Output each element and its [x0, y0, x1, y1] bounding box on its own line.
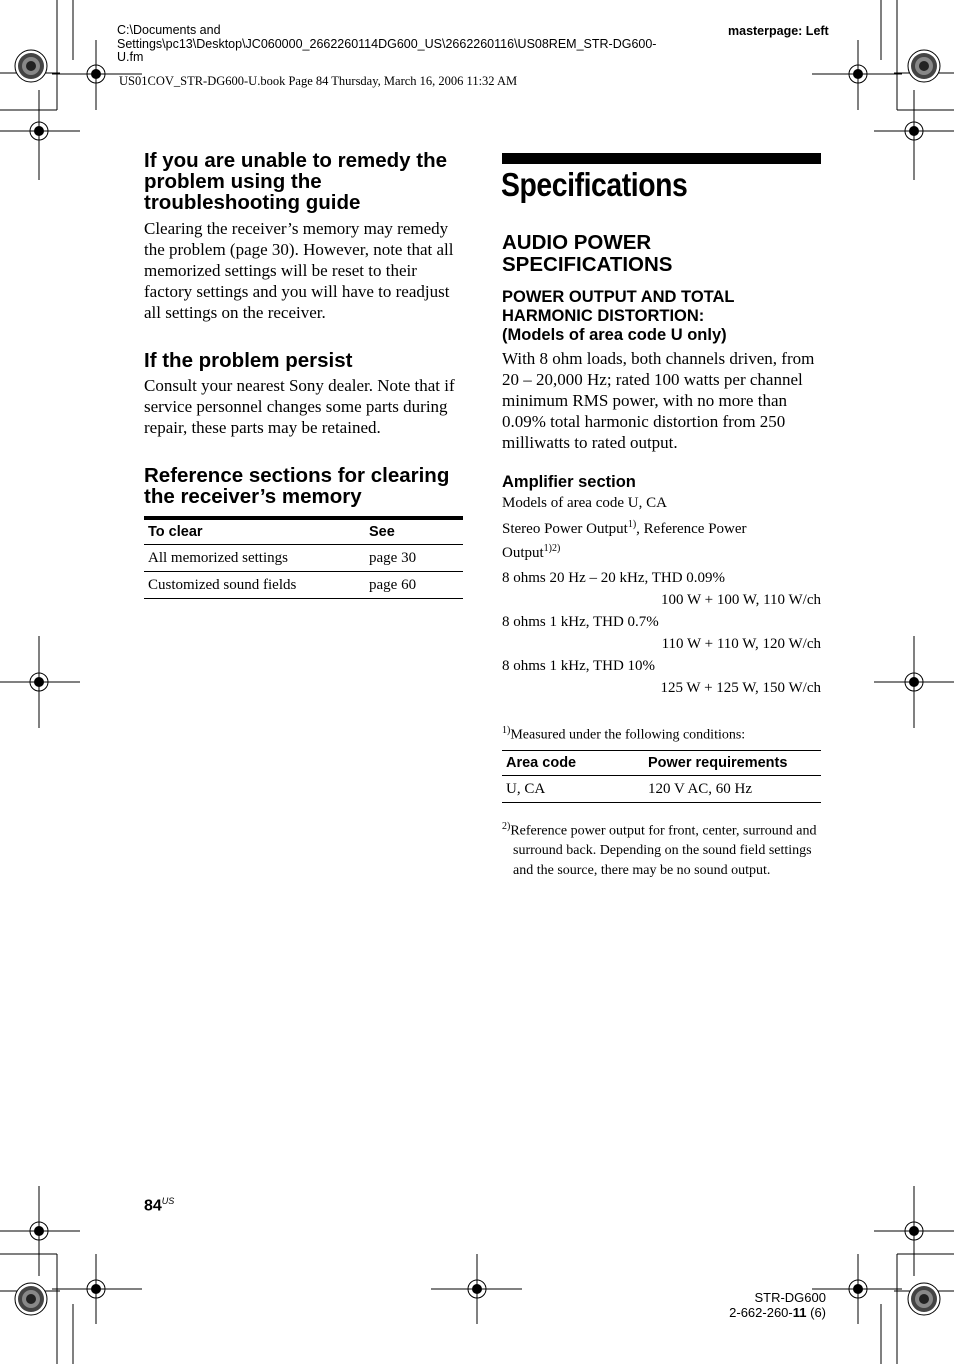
- masterpage-label: masterpage: Left: [728, 24, 829, 38]
- footnote-mark: 2): [502, 821, 511, 833]
- heading-line: POWER OUTPUT AND TOTAL: [502, 288, 735, 306]
- spec-condition: 8 ohms 20 Hz – 20 kHz, THD 0.09%: [502, 570, 726, 586]
- spec-value: 100 W + 100 W, 110 W/ch: [661, 592, 821, 608]
- page-suffix: US: [161, 1196, 175, 1206]
- spec-list: [502, 567, 821, 699]
- table-row: [502, 776, 821, 803]
- spec-value: 110 W + 110 W, 120 W/ch: [661, 636, 821, 652]
- power-output-paragraph: With 8 ohm loads, both channels driven, from 20 – 20,000 Hz; rated 100 watts per channel minimum RMS power, with no more than 0.09% total harmonic distortion from 250 milliwatts to rated output.: [502, 349, 815, 452]
- page-title: Specifications: [501, 166, 688, 203]
- table-row: [144, 572, 463, 599]
- footnote-2: [502, 817, 832, 880]
- footnote-1: [502, 721, 824, 745]
- model-name: STR-DG600: [754, 1290, 826, 1305]
- table-cell: page 60: [365, 572, 463, 599]
- table-header: Area code: [502, 751, 644, 776]
- footnote-text: Reference power output for front, center, surround and surround back. Depending on the sound field settings and the source, there may be no sound output.: [510, 823, 817, 878]
- spec-value: 125 W + 125 W, 150 W/ch: [660, 680, 821, 696]
- table-header: To clear: [144, 518, 365, 545]
- amplifier-heading: Amplifier section: [502, 473, 636, 491]
- amp-stereo-text: Stereo Power Output: [502, 521, 628, 537]
- amp-models: Models of area code U, CA: [502, 495, 667, 511]
- table-cell: U, CA: [502, 776, 644, 803]
- part-number: [729, 1305, 826, 1320]
- part-number-suffix: (6): [806, 1305, 826, 1320]
- area-code-table: [502, 750, 821, 803]
- persist-paragraph: Consult your nearest Sony dealer. Note that if service personnel changes some parts during repair, these parts may be retained.: [144, 376, 455, 437]
- file-path-line: C:\Documents and: [117, 23, 221, 37]
- part-number-bold: 11: [792, 1305, 807, 1320]
- page-number-value: 84: [144, 1197, 162, 1215]
- page-number: [144, 1196, 174, 1215]
- section-title-bar: [502, 153, 821, 164]
- file-path-header: [117, 24, 717, 65]
- remedy-paragraph: Clearing the receiver’s memory may remedy the problem (page 30). However, note that all memorized settings will be reset to their factory settings and you will have to readjust all settings on the receiver.: [144, 219, 454, 322]
- heading-line: (Models of area code U only): [502, 326, 727, 344]
- table-cell: page 30: [365, 545, 463, 572]
- model-info: [729, 1290, 826, 1320]
- table-cell: 120 V AC, 60 Hz: [644, 776, 821, 803]
- table-row: [144, 545, 463, 572]
- power-output-heading: [502, 288, 824, 345]
- reference-table: [144, 516, 463, 599]
- footnote-text: Measured under the following conditions:: [510, 727, 746, 743]
- book-info-line: US01COV_STR-DG600-U.book Page 84 Thursday, March 16, 2006 11:32 AM: [119, 74, 518, 88]
- heading-line: HARMONIC DISTORTION:: [502, 307, 705, 325]
- persist-heading: If the problem persist: [144, 349, 353, 372]
- spec-condition: 8 ohms 1 kHz, THD 0.7%: [502, 614, 659, 630]
- footnote-ref: 1)2): [543, 543, 561, 554]
- spec-condition: 8 ohms 1 kHz, THD 10%: [502, 658, 656, 674]
- right-column: [502, 232, 824, 880]
- table-header: See: [365, 518, 463, 545]
- file-path-line: Settings\pc13\Desktop\JC060000_2662260114DG600_US\2662260116\US08REM_STR-DG600-: [117, 36, 657, 51]
- table-header: Power requirements: [644, 751, 821, 776]
- remedy-heading: If you are unable to remedy the problem using the troubleshooting guide: [144, 149, 448, 214]
- amp-output-line: [502, 540, 824, 562]
- left-column: [144, 150, 466, 599]
- part-number-prefix: 2-662-260-: [729, 1305, 793, 1320]
- file-path-line: U.fm: [117, 50, 144, 64]
- footnote-mark: 1): [502, 725, 511, 736]
- table-cell: Customized sound fields: [144, 572, 365, 599]
- reference-heading: Reference sections for clearing the receiver’s memory: [144, 464, 450, 508]
- amp-stereo-text: , Reference Power: [636, 521, 747, 537]
- amp-stereo-line: [502, 514, 824, 540]
- amp-output-text: Output: [502, 545, 544, 561]
- footnote-ref: 1): [627, 519, 637, 530]
- audio-power-heading: AUDIO POWER SPECIFICATIONS: [502, 231, 673, 276]
- table-cell: All memorized settings: [144, 545, 365, 572]
